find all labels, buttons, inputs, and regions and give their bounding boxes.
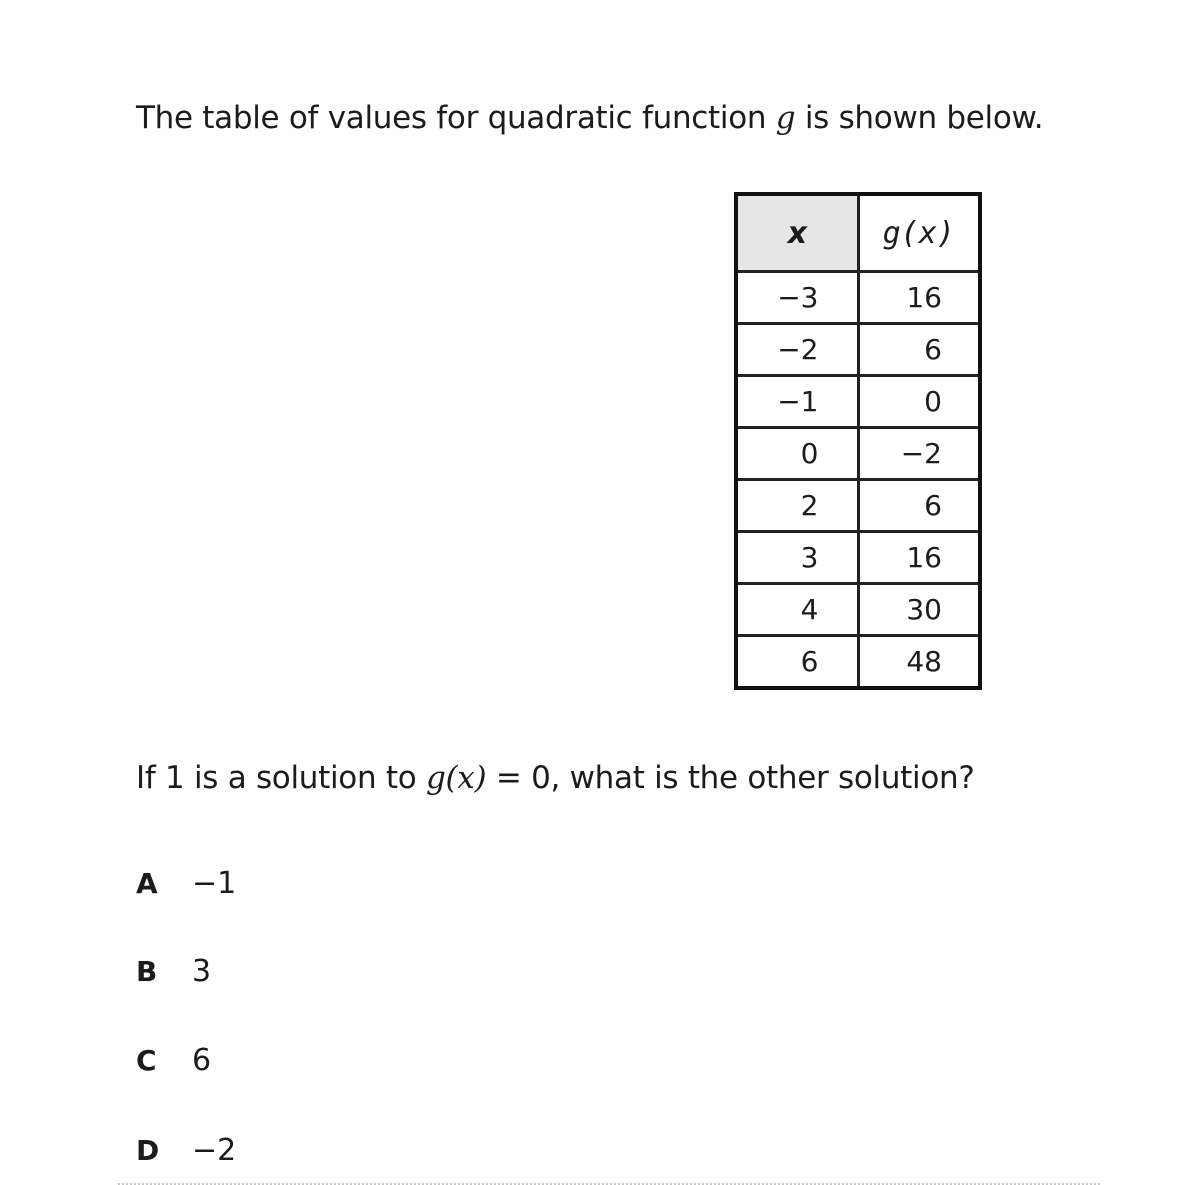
question-text <box>136 760 975 796</box>
answer-choice-c[interactable] <box>136 1043 211 1078</box>
table-cell-x: −3 <box>736 272 858 324</box>
table-row <box>736 272 980 324</box>
intro-function-var: g <box>775 100 796 136</box>
table-row <box>736 532 980 584</box>
table-cell-gx: 16 <box>858 532 980 584</box>
question-text-before: If 1 is a solution to <box>136 760 426 796</box>
question-text-after: = 0, what is the other solution? <box>486 760 975 796</box>
choice-value: 3 <box>192 954 212 989</box>
choice-letter: B <box>136 955 158 988</box>
table-cell-x: 0 <box>736 428 858 480</box>
answer-choice-a[interactable] <box>136 866 236 901</box>
choice-value: 6 <box>192 1043 212 1078</box>
table-cell-gx: 0 <box>858 376 980 428</box>
choice-letter: C <box>136 1044 157 1077</box>
question-expression: g(x) <box>425 760 487 796</box>
intro-text-after: is shown below. <box>795 100 1044 136</box>
table-cell-x: −2 <box>736 324 858 376</box>
values-table <box>734 192 982 690</box>
table-cell-gx: −2 <box>858 428 980 480</box>
table-cell-gx: 6 <box>858 480 980 532</box>
table-header-x: x <box>736 194 858 272</box>
table-cell-x: 2 <box>736 480 858 532</box>
choice-letter: A <box>136 867 158 900</box>
table-cell-x: 6 <box>736 636 858 689</box>
table-row <box>736 584 980 636</box>
table-cell-gx: 30 <box>858 584 980 636</box>
table-row <box>736 636 980 689</box>
table-row <box>736 324 980 376</box>
table-cell-x: −1 <box>736 376 858 428</box>
table-header-gx: g(x) <box>858 194 980 272</box>
intro-text-before: The table of values for quadratic function <box>136 100 776 136</box>
choice-value: −2 <box>192 1133 237 1168</box>
table-row <box>736 428 980 480</box>
answer-choice-b[interactable] <box>136 954 211 989</box>
table-cell-gx: 6 <box>858 324 980 376</box>
intro-text <box>136 100 1043 136</box>
choice-letter: D <box>136 1134 160 1167</box>
table-cell-x: 3 <box>736 532 858 584</box>
table-row <box>736 480 980 532</box>
table-cell-gx: 48 <box>858 636 980 689</box>
table-header-row <box>736 194 980 272</box>
answer-choice-d[interactable] <box>136 1133 236 1168</box>
table-cell-gx: 16 <box>858 272 980 324</box>
table-cell-x: 4 <box>736 584 858 636</box>
table-row <box>736 376 980 428</box>
choice-value: −1 <box>192 866 237 901</box>
